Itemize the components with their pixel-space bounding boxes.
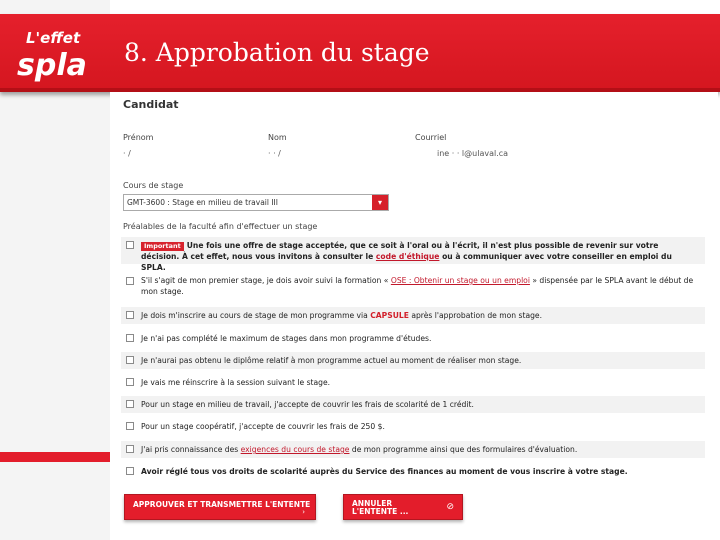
- prereq-text-8: Pour un stage coopératif, j'accepte de couvrir les frais de 250 $.: [141, 422, 385, 431]
- spla-logo: [16, 26, 100, 82]
- prereq-item-7: [121, 396, 705, 413]
- logo-line1: L'effet: [26, 29, 81, 47]
- nom-value: · · /: [268, 149, 281, 158]
- chevron-down-icon[interactable]: ▾: [372, 195, 388, 210]
- prereq-item-3: [121, 307, 705, 324]
- form-panel: [110, 92, 718, 532]
- prereq-item-2: [121, 272, 705, 299]
- prereq-item-9: [121, 441, 705, 458]
- prereq-item-5: [121, 352, 705, 369]
- prereq-checkbox-9[interactable]: [126, 445, 134, 453]
- prereq-checkbox-8[interactable]: [126, 422, 134, 430]
- left-accent-bar: [0, 452, 110, 462]
- prereq-item-4: [121, 330, 705, 347]
- important-badge: Important: [141, 242, 184, 251]
- courriel-label: Courriel: [415, 133, 447, 142]
- capsule-highlight: CAPSULE: [370, 311, 409, 320]
- slide-title: 8. Approbation du stage: [124, 38, 430, 67]
- prereq-checkbox-4[interactable]: [126, 334, 134, 342]
- courriel-value: ine · · l@ulaval.ca: [437, 149, 509, 158]
- prereq-checkbox-1[interactable]: [126, 241, 134, 249]
- prereq-checkbox-2[interactable]: [126, 277, 134, 285]
- prenom-label: Prénom: [123, 133, 154, 142]
- prereq-item-10: [121, 463, 705, 480]
- cancel-button[interactable]: [343, 494, 463, 520]
- chevron-right-icon: ›: [302, 508, 305, 516]
- candidat-heading: Candidat: [123, 98, 179, 111]
- ose-link[interactable]: OSE : Obtenir un stage ou un emploi: [390, 276, 530, 285]
- cancel-button-label: ANNULER L'ENTENTE ...: [352, 499, 409, 516]
- prereq-text-1: Important Une fois une offre de stage acceptée, que ce soit à l'oral ou à l'écrit, il n'est plus possible de revenir sur votre décision. À cet effet, nous vous invitons à consulter le code d'éthique ou à communiquer avec votre conseiller en emploi du SPLA.: [141, 241, 672, 272]
- prereq-checkbox-10[interactable]: [126, 467, 134, 475]
- prereq-text-9: J'ai pris connaissance des exigences du cours de stage de mon programme ainsi que des formulaires d'évaluation.: [141, 445, 578, 454]
- prereq-text-4: Je n'ai pas complété le maximum de stages dans mon programme d'études.: [141, 334, 432, 343]
- prereq-checkbox-7[interactable]: [126, 400, 134, 408]
- exigences-link[interactable]: exigences du cours de stage: [240, 445, 350, 454]
- cours-selected-value: GMT-3600 : Stage en milieu de travail III: [127, 198, 278, 207]
- prereq-checkbox-3[interactable]: [126, 311, 134, 319]
- prenom-value: · /: [123, 149, 131, 158]
- prereq-heading: Préalables de la faculté afin d'effectuer un stage: [123, 222, 318, 231]
- cours-label: Cours de stage: [123, 181, 184, 190]
- prereq-text-2: S'il s'agit de mon premier stage, je dois avoir suivi la formation « OSE : Obtenir un stage ou un emploi » dispensée par le SPLA avant le début de mon stage.: [141, 276, 694, 296]
- prereq-item-8: [121, 418, 705, 435]
- cours-select[interactable]: [123, 194, 389, 211]
- approve-button-label: APPROUVER ET TRANSMETTRE L'ENTENTE: [133, 500, 311, 509]
- prereq-text-10: Avoir réglé tous vos droits de scolarité auprès du Service des finances au moment de vous inscrire à votre stage.: [141, 467, 628, 476]
- logo-line2: spla: [17, 48, 87, 82]
- prereq-item-6: [121, 374, 705, 391]
- prereq-text-3: Je dois m'inscrire au cours de stage de mon programme via CAPSULE après l'approbation de mon stage.: [141, 311, 543, 320]
- nom-label: Nom: [268, 133, 287, 142]
- approve-button[interactable]: [124, 494, 316, 520]
- prereq-item-1: [121, 237, 705, 272]
- prereq-checkbox-5[interactable]: [126, 356, 134, 364]
- prereq-checkbox-6[interactable]: [126, 378, 134, 386]
- cancel-icon: ⊘: [446, 502, 454, 512]
- ethique-link[interactable]: code d'éthique: [375, 252, 440, 261]
- prereq-text-5: Je n'aurai pas obtenu le diplôme relatif à mon programme actuel au moment de réaliser mon stage.: [141, 356, 522, 365]
- prereq-text-6: Je vais me réinscrire à la session suivant le stage.: [141, 378, 331, 387]
- prereq-text-7: Pour un stage en milieu de travail, j'accepte de couvrir les frais de scolarité de 1 crédit.: [141, 400, 474, 409]
